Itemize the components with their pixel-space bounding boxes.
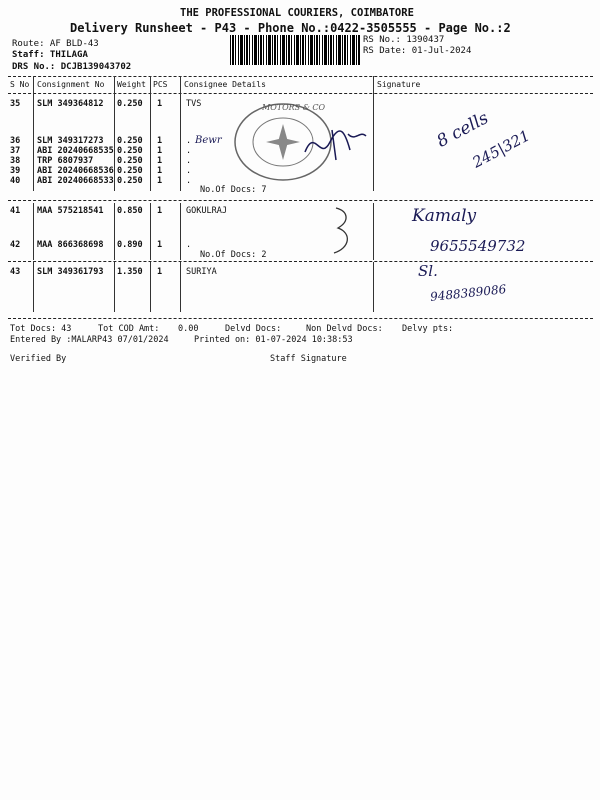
row-weight: 0.250 (117, 146, 143, 156)
stamp-text: MOTORS & CO (262, 103, 326, 112)
row-sno: 41 (10, 206, 21, 216)
row-consignment: MAA 866368698 (37, 240, 104, 250)
rs-date: RS Date: 01-Jul-2024 (363, 46, 472, 56)
col-header-weight: Weight (117, 80, 146, 89)
col-header-consignee: Consignee Details (184, 80, 266, 89)
group-doc-count: No.Of Docs: 2 (200, 250, 267, 260)
row-pcs: 1 (157, 176, 163, 186)
total-cod-label: Tot COD Amt: (98, 324, 160, 334)
row-pcs: 1 (157, 240, 163, 250)
row-consignment: ABI 20240668536 (37, 166, 114, 176)
col-header-consignment: Consignment No (37, 80, 105, 89)
delivery-points: Delvy pts: (402, 324, 454, 334)
delivered-docs: Delvd Docs: (225, 324, 282, 334)
row-consignment: MAA 575218541 (37, 206, 104, 216)
row-details: . (186, 156, 192, 166)
staff-signature: Staff Signature (270, 354, 347, 364)
row-weight: 0.890 (117, 240, 143, 250)
verified-by: Verified By (10, 354, 67, 364)
row-pcs: 1 (157, 99, 163, 109)
signature-number: 245|321 (469, 126, 533, 172)
signature-number: 9655549732 (430, 237, 526, 255)
row-consignment: TRP 6807937 (37, 156, 94, 166)
row-sno: 39 (10, 166, 21, 176)
row-details: TVS (186, 99, 202, 109)
handwritten-three (328, 203, 358, 258)
entered-by: Entered By :MALARP43 07/01/2024 (10, 335, 169, 345)
route-label: Route: AF BLD-43 (12, 39, 99, 49)
row-details: . (186, 136, 192, 146)
row-weight: 0.250 (117, 156, 143, 166)
runsheet-subtitle: Delivery Runsheet - P43 - Phone No.:0422-3505555 - Page No.:2 (70, 21, 511, 35)
row-sno: 36 (10, 136, 21, 146)
col-header-signature: Signature (377, 80, 421, 89)
row-weight: 1.350 (117, 267, 143, 277)
row-pcs: 1 (157, 146, 163, 156)
printed-on: Printed on: 01-07-2024 10:38:53 (194, 335, 353, 345)
row-pcs: 1 (157, 136, 163, 146)
drs-number: DRS No.: DCJB139043702 (12, 62, 132, 72)
row-sno: 38 (10, 156, 21, 166)
row-consignment: ABI 20240668535 (37, 146, 114, 156)
row-sno: 42 (10, 240, 21, 250)
row-sno: 37 (10, 146, 21, 156)
row-weight: 0.250 (117, 176, 143, 186)
signature-text: 8 cells (433, 108, 492, 152)
row-consignment: ABI 20240668533 (37, 176, 114, 186)
row-sno: 35 (10, 99, 21, 109)
row-details: GOKULRAJ (186, 206, 227, 216)
row-details: SURIYA (186, 267, 217, 277)
signature-number: 9488389086 (429, 282, 507, 304)
handwritten-note: Bewr (195, 135, 222, 146)
row-details: . (186, 176, 192, 186)
row-consignment: SLM 349364812 (37, 99, 104, 109)
row-consignment: SLM 349361793 (37, 267, 104, 277)
barcode-icon (230, 35, 360, 65)
signature-text: Sl. (418, 262, 438, 280)
row-pcs: 1 (157, 206, 163, 216)
row-details: . (186, 146, 192, 156)
row-consignment: SLM 349317273 (37, 136, 104, 146)
row-sno: 43 (10, 267, 21, 277)
col-header-pcs: PCS (153, 80, 168, 89)
row-weight: 0.850 (117, 206, 143, 216)
total-docs: Tot Docs: 43 (10, 324, 72, 334)
row-weight: 0.250 (117, 136, 143, 146)
row-pcs: 1 (157, 166, 163, 176)
row-details: . (186, 240, 192, 250)
row-pcs: 1 (157, 267, 163, 277)
rs-number: RS No.: 1390437 (363, 35, 445, 45)
staff-label: Staff: THILAGA (12, 50, 88, 60)
signature-text: Kamaly (412, 206, 477, 226)
row-sno: 40 (10, 176, 21, 186)
row-weight: 0.250 (117, 99, 143, 109)
total-cod-amount: 0.00 (178, 324, 199, 334)
row-details: . (186, 166, 192, 176)
non-delivered-docs: Non Delvd Docs: (306, 324, 383, 334)
row-weight: 0.250 (117, 166, 143, 176)
row-pcs: 1 (157, 156, 163, 166)
group-doc-count: No.Of Docs: 7 (200, 185, 267, 195)
company-title: THE PROFESSIONAL COURIERS, COIMBATORE (180, 7, 414, 19)
signature-scribble (300, 122, 370, 167)
col-header-sno: S No (10, 80, 30, 89)
